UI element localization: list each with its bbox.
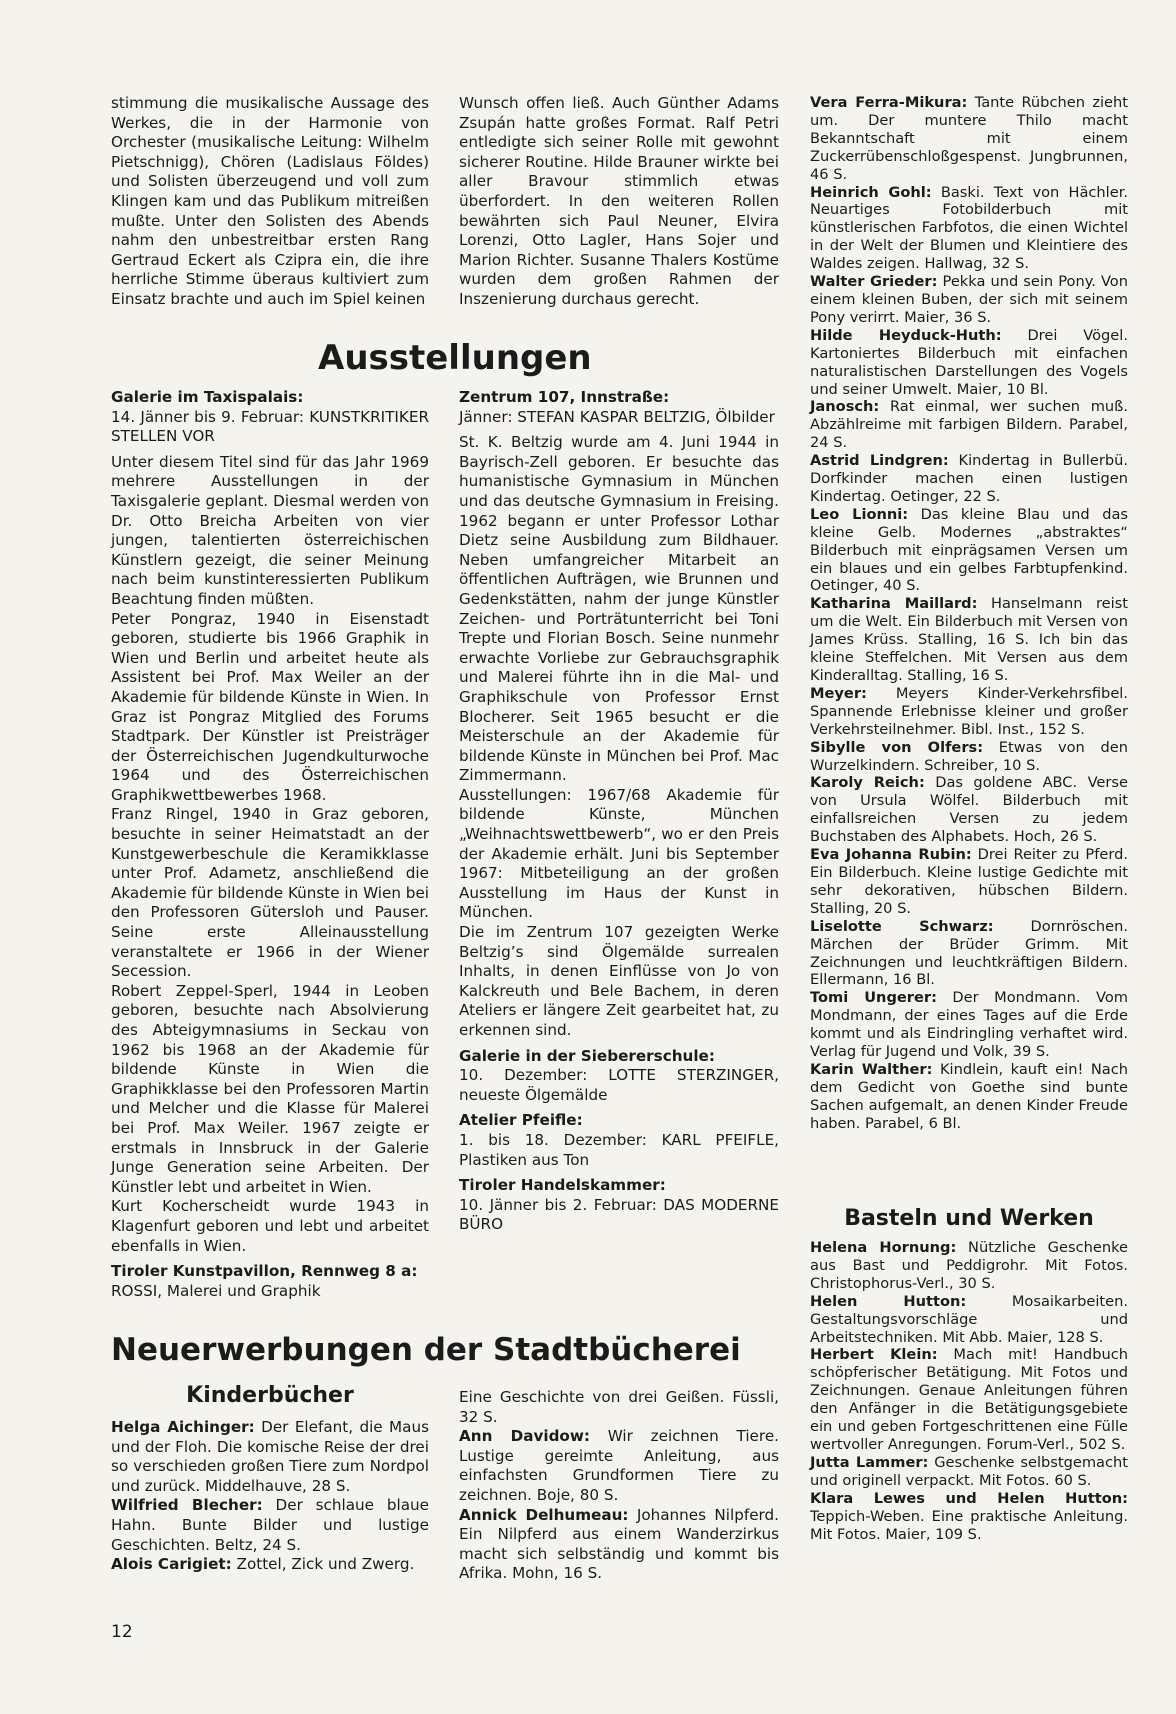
book-author: Eva Johanna Rubin: bbox=[810, 846, 972, 864]
book-author: Sibylle von Olfers: bbox=[810, 738, 984, 756]
basteln-list bbox=[810, 1239, 1128, 1543]
book-author: Karoly Reich: bbox=[810, 774, 925, 792]
opera-review-col1 bbox=[111, 94, 429, 310]
books-col3 bbox=[810, 94, 1128, 1133]
book-author: Vera Ferra-Mikura: bbox=[810, 94, 968, 111]
book-description: Nützliche Geschenke aus Bast und Peddigrohr. Mit Fotos. Christophorus-Verl., 30 S. bbox=[810, 1239, 1128, 1292]
book-author: Herbert Klein: bbox=[810, 1346, 938, 1364]
book-description: Der schlaue blaue Hahn. Bunte Bilder und lustige Geschichten. Beltz, 24 S. bbox=[111, 1496, 429, 1554]
book-author: Walter Grieder: bbox=[810, 273, 938, 291]
book-description: Das goldene ABC. Verse von Ursula Wölfel. Bilderbuch mit einfallsreichen Versen zu jedem Buchstaben des Alphabets. Hoch, 26 S. bbox=[810, 774, 1128, 846]
sieberer-text: 10. Dezember: LOTTE STERZINGER, neueste Ölgemälde bbox=[459, 1066, 779, 1104]
handelskammer-title: Tiroler Handelskammer: bbox=[459, 1176, 666, 1195]
kinderbuecher-heading: Kinderbücher bbox=[186, 1383, 354, 1408]
book-author: Liselotte Schwarz: bbox=[810, 917, 994, 935]
book-entry bbox=[810, 1490, 1128, 1544]
book-description: Pekka und sein Pony. Von einem kleinen Buben, der sich mit seinem Pony verirrt. Maier, 36 S. bbox=[810, 273, 1128, 326]
book-entry bbox=[810, 506, 1128, 596]
book-author: Karin Walther: bbox=[810, 1060, 933, 1078]
pfeifle-title: Atelier Pfeifle: bbox=[459, 1111, 583, 1130]
book-author: Heinrich Gohl: bbox=[810, 183, 932, 201]
taxispalais-intro: Unter diesem Titel sind für das Jahr 1969 mehrere Ausstellungen in der Taxisgalerie geplant. Diesmal werden von Dr. Otto Breicha Arbeiten von vier jungen, talentierten österreichischen Künstlern gezeigt, die seiner Meinung nach beim kunstinteressierten Publikum Beachtung finden müßten. bbox=[111, 452, 429, 608]
taxispalais-pongraz: Peter Pongraz, 1940 in Eisenstadt geboren, studierte bis 1966 Graphik in Wien und Berlin und arbeitet heute als Assistent bei Prof. Max Weiler an der Akademie für bildende Künste in Wien. In Graz ist Pongraz Mitglied des Forums Stadtpark. Der Künstler ist Preisträger der Österreichischen Jugendkulturwoche 1964 und des Österreichischen Graphikwettbewerbes 1968. bbox=[111, 609, 429, 804]
book-description: Hanselmann reist um die Welt. Ein Bilderbuch mit Versen von James Krüss. Stalling, 16 S. Ich bin das kleine Steffelchen. Mit Versen aus dem Kinderalltag. Stalling, 16 S. bbox=[810, 595, 1128, 684]
book-author: Leo Lionni: bbox=[810, 505, 909, 523]
book-entry bbox=[810, 1239, 1128, 1293]
book-author: Astrid Lindgren: bbox=[810, 452, 949, 470]
opera-review-text-2: Wunsch offen ließ. Auch Günther Adams Zsupán hatte großes Format. Ralf Petri entledigte sich seiner Rolle mit gewohnt sicherer Routine. Hilde Brauner wirkte bei aller Bravour stimmlich etwas überfordert. In den weiteren Rollen bewährten sich Paul Neuner, Elvira Lorenzi, Otto Lagler, Hans Sojer und Marion Richter. Susanne Thalers Kostüme wurden dem großen Rahmen der Inszenierung durchaus gerecht. bbox=[459, 94, 779, 308]
book-entry bbox=[810, 685, 1128, 739]
neuerwerbungen-heading: Neuerwerbungen der Stadtbücherei bbox=[111, 1332, 741, 1368]
page-number: 12 bbox=[111, 1622, 133, 1642]
book-description: Etwas von den Wurzelkindern. Schreiber, 10 S. bbox=[810, 738, 1128, 774]
zentrum-ausstellungen: Ausstellungen: 1967/68 Akademie für bildende Künste, München „Weihnachtswettbewerb“, wo er den Preis der Akademie erhält. Juni bis September 1967: Mitbeteiligung an der großen Ausstellung im Haus der Kunst in München. bbox=[459, 785, 779, 922]
book-entry bbox=[810, 918, 1128, 990]
book-author: Janosch: bbox=[810, 398, 880, 416]
book-author: Katharina Maillard: bbox=[810, 595, 978, 613]
book-author: Helen Hutton: bbox=[810, 1292, 967, 1310]
book-author: Wilfried Blecher: bbox=[111, 1496, 263, 1515]
book-author: Ann Davidow: bbox=[459, 1427, 590, 1446]
basteln-heading: Basteln und Werken bbox=[844, 1206, 1094, 1231]
book-entry bbox=[810, 846, 1128, 918]
book-author: Helga Aichinger: bbox=[111, 1418, 255, 1436]
pfeifle-text: 1. bis 18. Dezember: KARL PFEIFLE, Plastiken aus Ton bbox=[459, 1130, 779, 1169]
kunstpavillon-text: ROSSI, Malerei und Graphik bbox=[111, 1281, 321, 1300]
books-col1 bbox=[111, 1418, 429, 1575]
taxispalais-ringel: Franz Ringel, 1940 in Graz geboren, besuchte in seiner Heimatstadt an der Kunstgewerbeschule die Keramikklasse unter Prof. Adametz, anschließend die Akademie für bildende Künste in Wien bei den Professoren Gütersloh und Pauser. Seine erste Alleinausstellung veranstaltete er 1966 in der Wiener Secession. bbox=[111, 805, 430, 981]
book-author: Annick Delhumeau: bbox=[459, 1505, 629, 1524]
book-entry bbox=[810, 452, 1128, 506]
book-description: Baski. Text von Hächler. Neuartiges Fotobilderbuch mit künstlerischen Farbfotos, die einen Wichtel in der Welt der Blumen und Kleintiere des Waldes zeigen. Hallwag, 32 S. bbox=[810, 183, 1128, 273]
book-description: Johannes Nilpferd. Ein Nilpferd aus einem Wanderzirkus macht sich selbständig und kommt bis Afrika. Mohn, 16 S. bbox=[459, 1505, 779, 1583]
taxispalais-zeppel-sperl: Robert Zeppel-Sperl, 1944 in Leoben geboren, besuchte nach Absolvierung des Abteigymnasiums in Seckau von 1962 bis 1968 an der Akademie für bildende Künste in Wien die Graphikklasse bei den Professoren Martin und Melcher und die Klasse für Malerei bei Prof. Max Weiler. 1967 zeigte er erstmals in Innsbruck in der Galerie Junge Generation seine Arbeiten. Der Künstler lebt und arbeitet in Wien. bbox=[111, 981, 429, 1196]
book-description: Der Elefant, die Maus und der Floh. Die komische Reise der drei so verschieden großen Tiere zum Nordpol und zurück. Middelhauve, 28 S. bbox=[111, 1418, 430, 1495]
book-description: Meyers Kinder-Verkehrsfibel. Spannende Erlebnisse kleiner und großer Verkehrsteilnehmer. Bibl. Inst., 152 S. bbox=[810, 684, 1128, 738]
book-entry bbox=[810, 1346, 1128, 1453]
book-author: Meyer: bbox=[810, 684, 867, 702]
book-description: Dornröschen. Märchen der Brüder Grimm. Mit Zeichnungen und leuchtkräftigen Bildern. Ellermann, 16 Bl. bbox=[810, 917, 1128, 989]
book-description: Tante Rübchen zieht um. Der muntere Thilo macht Bekanntschaft mit einem Zuckerrübenschloßgespenst. Jungbrunnen, 46 S. bbox=[810, 94, 1128, 183]
opera-review-text-1: stimmung die musikalische Aussage des Werkes, die in der Harmonie von Orchester (musikalische Leitung: Wilhelm Pietschnigg), Chören (Ladislaus Földes) und Solisten überzeugend und voll zum Klingen kam und das Publikum mitreißen mußte. Unter den Solisten des Abends nahm den unbestreitbar ersten Rang Gertraud Eckert als Czipra ein, die ihre herrliche Stimme überaus kultiviert zum Einsatz brachte und auch im Spiel keinen bbox=[111, 94, 429, 308]
zentrum-bio: St. K. Beltzig wurde am 4. Juni 1944 in Bayrisch-Zell geboren. Er besuchte das humanistische Gymnasium in München und das deutsche Gymnasium in Freising. 1962 begann er unter Professor Lothar Dietz seine Ausbildung zum Bildhauer. Neben umfangreicher Mitarbeit an öffentlichen Aufträgen, wie Brunnen und Gedenkstätten, nahm der junge Künstler Zeichen- und Porträtunterricht bei Toni Trepte und Florian Bosch. Seine nunmehr erwachte Vorliebe zur Gebrauchsgraphik und Malerei führte ihn in die Mal- und Graphikschule von Professor Ernst Blocherer. Seit 1965 besucht er die Meisterschule an der Akademie für bildende Künste in München bei Prof. Mac Zimmermann. bbox=[459, 433, 779, 785]
book-author: Tomi Ungerer: bbox=[810, 989, 937, 1007]
book-continuation: Eine Geschichte von drei Geißen. Füssli, 32 S. bbox=[459, 1388, 779, 1426]
book-description: Der Mondmann. Vom Mondmann, der eines Tages auf die Erde kommt und als Eindringling verhaftet wird. Verlag für Jugend und Volk, 39 S. bbox=[810, 989, 1128, 1061]
book-entry bbox=[810, 327, 1128, 399]
book-entry bbox=[810, 595, 1128, 685]
book-entry bbox=[111, 1418, 429, 1496]
book-entry bbox=[810, 1293, 1128, 1347]
book-description: Drei Vögel. Kartoniertes Bilderbuch mit einfachen naturalistischen Darstellungen des Vogels und seiner Umwelt. Maier, 10 Bl. bbox=[810, 326, 1128, 398]
book-entry bbox=[111, 1555, 429, 1575]
book-entry bbox=[810, 989, 1128, 1061]
taxispalais-title: Galerie im Taxispalais: bbox=[111, 388, 304, 406]
book-description: Drei Reiter zu Pferd. Ein Bilderbuch. Kleine lustige Gedichte mit sehr dekorativen, hübschen Bildern. Stalling, 20 S. bbox=[810, 846, 1128, 917]
book-description: Mosaikarbeiten. Gestaltungsvorschläge und Arbeitstechniken. Mit Abb. Maier, 128 S. bbox=[810, 1292, 1128, 1346]
book-description: Das kleine Blau und das kleine Gelb. Modernes „abstraktes“ Bilderbuch mit einprägsamen Versen um ein blaues und ein gelbes Farbtupfenkind. Oetinger, 40 S. bbox=[810, 505, 1129, 595]
book-author: Alois Carigiet: bbox=[111, 1555, 232, 1574]
taxispalais-date: 14. Jänner bis 9. Februar: KUNSTKRITIKER STELLEN VOR bbox=[111, 407, 429, 446]
zentrum-date: Jänner: STEFAN KASPAR BELTZIG, Ölbilder bbox=[459, 407, 775, 426]
kunstpavillon-title: Tiroler Kunstpavillon, Rennweg 8 a: bbox=[111, 1262, 418, 1281]
book-author: Hilde Heyduck-Huth: bbox=[810, 326, 1002, 344]
zentrum-werke: Die im Zentrum 107 gezeigten Werke Beltzig’s sind Ölgemälde surrealen Inhalts, in denen Einflüsse von Jo von Kalckreuth und Bele Bachem, in deren Ateliers er längere Zeit gearbeitet hat, zu erkennen sind. bbox=[459, 923, 779, 1039]
book-entry bbox=[810, 739, 1128, 775]
zentrum-title: Zentrum 107, Innstraße: bbox=[459, 388, 670, 406]
book-entry bbox=[459, 1427, 779, 1505]
books-col2 bbox=[459, 1388, 779, 1584]
book-entry bbox=[810, 774, 1128, 846]
book-description: Kindlein, kauft ein! Nach dem Gedicht von Goethe sind bunte Sachen aufgemalt, an denen Kinder Freude haben. Parabel, 6 Bl. bbox=[810, 1060, 1128, 1132]
book-author: Klara Lewes und Helen Hutton: bbox=[810, 1489, 1128, 1507]
book-description: Wir zeichnen Tiere. Lustige gereimte Anleitung, aus einfachsten Grundformen Tiere zu zeichnen. Boje, 80 S. bbox=[459, 1427, 779, 1504]
opera-review-col2 bbox=[459, 94, 779, 310]
book-author: Jutta Lammer: bbox=[810, 1453, 929, 1471]
sieberer-title: Galerie in der Siebererschule: bbox=[459, 1046, 715, 1065]
book-author: Helena Hornung: bbox=[810, 1239, 957, 1256]
book-entry bbox=[810, 94, 1128, 184]
book-entry bbox=[459, 1506, 779, 1584]
book-description: Geschenke selbstgemacht und originell verpackt. Mit Fotos. 60 S. bbox=[810, 1453, 1128, 1489]
handelskammer-text: 10. Jänner bis 2. Februar: DAS MODERNE BÜRO bbox=[459, 1195, 779, 1234]
book-entry bbox=[111, 1496, 429, 1555]
book-description: Mach mit! Handbuch schöpferischer Betätigung. Mit Fotos und Zeichnungen. Genaue Anleitungen führen den Anfänger in die Betätigungsgebiete ein und geben Fortgeschrittenen eine Fülle wertvoller Anregungen. Forum-Verl., 502 S. bbox=[810, 1346, 1128, 1453]
book-entry bbox=[810, 1061, 1128, 1133]
exhibitions-col2 bbox=[459, 388, 779, 1235]
book-description: Zottel, Zick und Zwerg. bbox=[231, 1555, 415, 1574]
book-description: Teppich-Weben. Eine praktische Anleitung. Mit Fotos. Maier, 109 S. bbox=[810, 1507, 1128, 1543]
book-entry bbox=[810, 184, 1128, 274]
ausstellungen-heading: Ausstellungen bbox=[318, 338, 592, 378]
taxispalais-kocherscheidt: Kurt Kocherscheidt wurde 1943 in Klagenfurt geboren und lebt und arbeitet ebenfalls in Wien. bbox=[111, 1197, 429, 1255]
book-entry bbox=[810, 1454, 1128, 1490]
book-entry bbox=[810, 273, 1128, 327]
book-description: Kindertag in Bullerbü. Dorfkinder machen einen lustigen Kindertag. Oetinger, 22 S. bbox=[810, 452, 1128, 505]
book-entry bbox=[810, 398, 1128, 452]
book-description: Rat einmal, wer suchen muß. Abzählreime mit farbigen Bildern. Parabel, 24 S. bbox=[810, 398, 1128, 452]
exhibitions-col1 bbox=[111, 388, 429, 1301]
